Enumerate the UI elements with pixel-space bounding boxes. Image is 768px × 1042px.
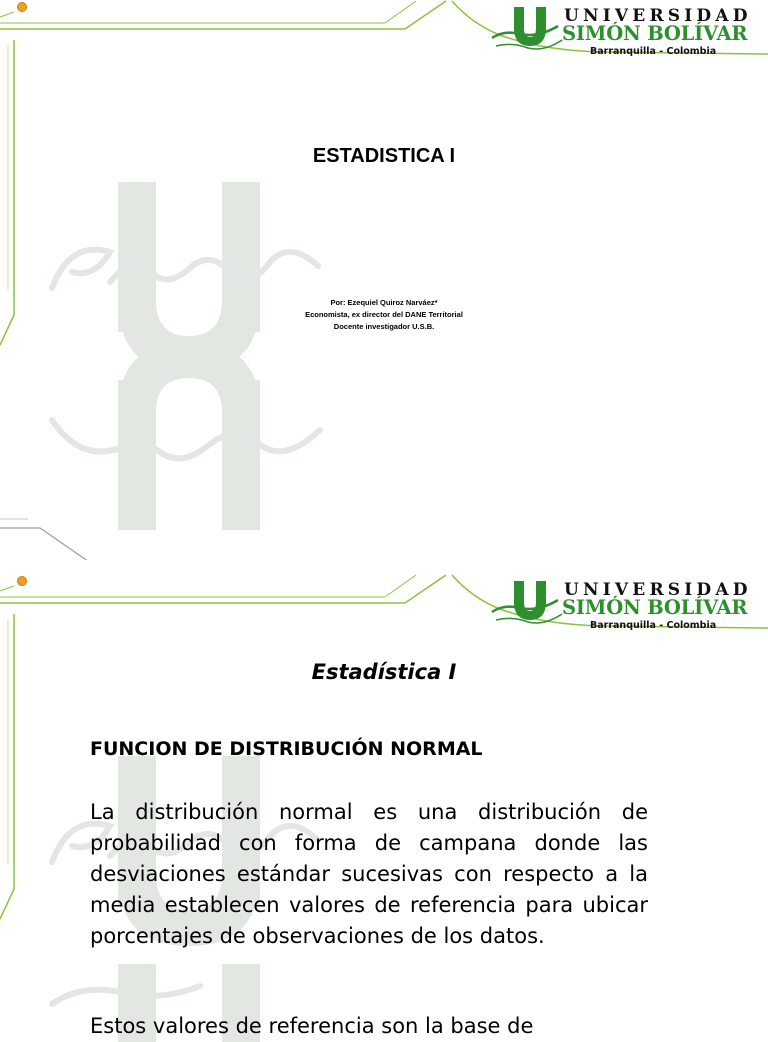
slide-title: ESTADISTICA I	[312, 145, 456, 167]
logo-line-city: Barranquilla - Colombia	[590, 46, 717, 57]
slide-title: Estadística I	[311, 660, 457, 684]
author-position: Docente investigador U.S.B.	[333, 322, 435, 331]
slide-2	[0, 574, 768, 1038]
author-role: Economista, ex director del DANE Territorial	[305, 310, 463, 319]
logo-line-university: UNIVERSIDAD	[564, 580, 752, 600]
paragraph-continuation: Estos valores de referencia son la base de	[90, 1014, 534, 1038]
slide-separator	[0, 560, 768, 574]
university-logo	[492, 2, 768, 58]
orange-dot-icon	[18, 577, 27, 586]
paragraph-definition: La distribución normal es una distribución de probabilidad con forma de campana donde las desviaciones estándar sucesivas con respecto a la media establecen valores de referencia para ubicar porcentajes de observaciones de los datos.	[90, 800, 648, 948]
author-name: Por: Ezequiel Quiroz Narváez*	[330, 298, 438, 307]
logo-line-name: SIMÓN BOLÍVAR	[562, 596, 748, 619]
logo-line-university: UNIVERSIDAD	[564, 6, 752, 26]
logo-line-city: Barranquilla - Colombia	[590, 620, 717, 631]
university-logo	[492, 576, 768, 632]
logo-line-name: SIMÓN BOLÍVAR	[562, 22, 748, 45]
section-heading: FUNCION DE DISTRIBUCIÓN NORMAL	[90, 738, 483, 760]
orange-dot-icon	[18, 3, 27, 12]
author-block	[0, 297, 768, 333]
